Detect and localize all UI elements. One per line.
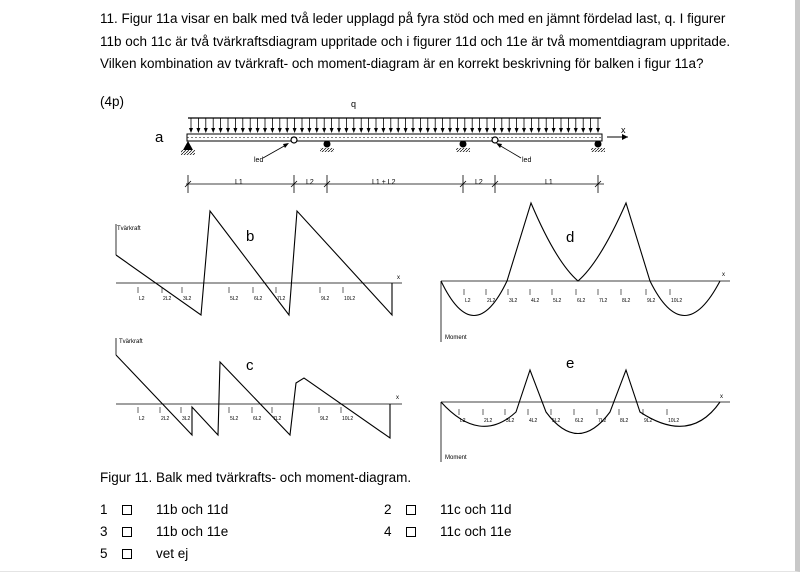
diagram-b-ylabel: Tvärkraft bbox=[117, 226, 141, 232]
option-text: 11c och 11e bbox=[440, 524, 512, 539]
tick-label: 5L2 bbox=[553, 298, 562, 304]
diagram-e bbox=[441, 355, 730, 462]
tick-label: 2L2 bbox=[484, 418, 493, 424]
option-text: 11c och 11d bbox=[440, 502, 512, 517]
figure-caption: Figur 11. Balk med tvärkrafts- och moment-diagram. bbox=[100, 470, 412, 485]
option-number: 3 bbox=[100, 524, 108, 539]
tick-label: L2 bbox=[465, 298, 471, 304]
tick-label: 3L2 bbox=[509, 298, 518, 304]
option-number: 2 bbox=[384, 502, 392, 517]
tick-label: 6L2 bbox=[575, 418, 584, 424]
dim-label: L2 bbox=[306, 179, 314, 186]
tick-label: 5L2 bbox=[230, 296, 239, 302]
tick-label: 7L2 bbox=[599, 298, 608, 304]
beam-figure bbox=[155, 99, 628, 193]
option-2[interactable] bbox=[384, 502, 512, 517]
diagram-b-label: b bbox=[246, 228, 255, 245]
diagram-e-label: e bbox=[566, 355, 575, 372]
option-number: 4 bbox=[384, 524, 392, 539]
roller-support bbox=[460, 141, 467, 148]
diagram-c-label: c bbox=[246, 357, 254, 374]
tick-label: 9L2 bbox=[320, 416, 329, 422]
tick-label: 6L2 bbox=[577, 298, 586, 304]
beam-axis-label: x bbox=[621, 125, 626, 135]
svg-text:x: x bbox=[720, 394, 723, 400]
dim-label: L1 bbox=[545, 179, 553, 186]
tick-label: 9L2 bbox=[321, 296, 330, 302]
dim-label: L1 + L2 bbox=[372, 179, 396, 186]
hinge-label-right: led bbox=[522, 157, 532, 164]
roller-support bbox=[324, 141, 331, 148]
tick-label: 5L2 bbox=[230, 416, 239, 422]
tick-label: 7L2 bbox=[273, 416, 282, 422]
diagram-d-label: d bbox=[566, 229, 575, 246]
tick-label: 2L2 bbox=[161, 416, 170, 422]
tick-label: 3L2 bbox=[183, 296, 192, 302]
tick-label: 10L2 bbox=[342, 416, 354, 422]
tick-label: 9L2 bbox=[644, 418, 653, 424]
dim-label: L1 bbox=[235, 179, 243, 186]
tick-label: 8L2 bbox=[622, 298, 631, 304]
tick-label: 8L2 bbox=[620, 418, 629, 424]
tick-label: 2L2 bbox=[487, 298, 496, 304]
checkbox[interactable] bbox=[122, 549, 132, 559]
option-4[interactable] bbox=[384, 524, 512, 539]
hinge-left bbox=[291, 137, 297, 143]
diagram-c-ylabel: Tvärkraft bbox=[119, 339, 143, 345]
tick-label: L2 bbox=[139, 296, 145, 302]
load-label: q bbox=[351, 99, 357, 109]
svg-text:x: x bbox=[396, 395, 399, 401]
tick-label: 3L2 bbox=[182, 416, 191, 422]
tick-label: 6L2 bbox=[254, 296, 263, 302]
svg-text:x: x bbox=[722, 272, 725, 278]
checkbox[interactable] bbox=[122, 505, 132, 515]
tick-label: 7L2 bbox=[277, 296, 286, 302]
option-text: 11b och 11d bbox=[156, 502, 229, 517]
tick-label: 4L2 bbox=[529, 418, 538, 424]
tick-label: L2 bbox=[139, 416, 145, 422]
tick-label: 10L2 bbox=[671, 298, 683, 304]
diagram-d-ylabel: Moment bbox=[445, 335, 467, 341]
tick-label: 7L2 bbox=[598, 418, 607, 424]
checkbox[interactable] bbox=[406, 527, 416, 537]
tick-label: L2 bbox=[460, 418, 466, 424]
tick-label: 2L2 bbox=[163, 296, 172, 302]
tick-label: 10L2 bbox=[668, 418, 680, 424]
question-text: 11. Figur 11a visar en balk med två leder upplagd på fyra stöd och med en jämnt fördelad last, q. I figurer 11b och 11c är två tvärkraftsdiagram uppritade och i figurer 11d och 11e är två momentdiagram uppritade. Vilken kombination av tvärkraft- och moment-diagram är en korrekt beskrivning för balken i figur 11a? bbox=[100, 11, 731, 71]
option-number: 5 bbox=[100, 546, 108, 561]
svg-text:x: x bbox=[397, 275, 400, 281]
diagram-c bbox=[116, 338, 402, 438]
tick-label: 6L2 bbox=[253, 416, 262, 422]
option-number: 1 bbox=[100, 502, 108, 517]
option-3[interactable] bbox=[100, 524, 228, 539]
diagram-b bbox=[116, 211, 402, 315]
load-arrows bbox=[189, 118, 600, 133]
tick-label: 5L2 bbox=[552, 418, 561, 424]
checkbox[interactable] bbox=[406, 505, 416, 515]
hinge-right bbox=[492, 137, 498, 143]
option-text: vet ej bbox=[156, 546, 189, 561]
checkbox[interactable] bbox=[122, 527, 132, 537]
pin-support bbox=[183, 141, 193, 150]
option-5[interactable] bbox=[100, 546, 188, 561]
tick-label: 10L2 bbox=[344, 296, 356, 302]
hinge-label-left: led bbox=[254, 157, 264, 164]
tick-label: 4L2 bbox=[531, 298, 540, 304]
diagram-e-ylabel: Moment bbox=[445, 455, 467, 461]
option-1[interactable] bbox=[100, 502, 228, 517]
beam-label: a bbox=[155, 129, 164, 146]
tick-label: 9L2 bbox=[647, 298, 656, 304]
diagram-d bbox=[441, 203, 730, 342]
points-label: (4p) bbox=[100, 94, 125, 109]
roller-support bbox=[595, 141, 602, 148]
option-text: 11b och 11e bbox=[156, 524, 229, 539]
tick-label: 3L2 bbox=[506, 418, 515, 424]
dim-label: L2 bbox=[475, 179, 483, 186]
